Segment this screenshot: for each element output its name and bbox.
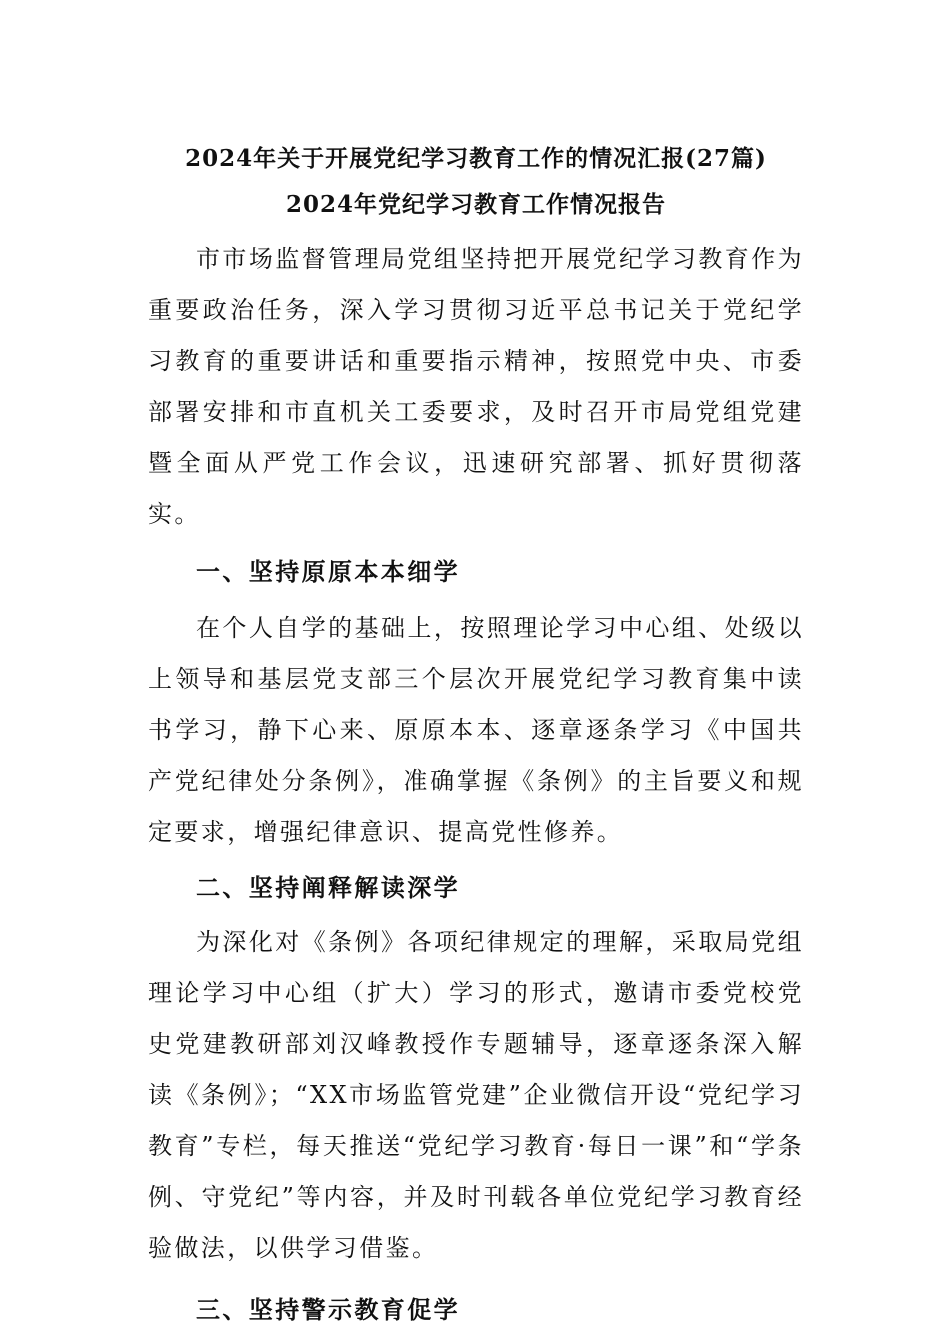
- section-heading-2: 二、坚持阐释解读深学: [196, 873, 460, 902]
- document-subtitle: 2024年党纪学习教育工作情况报告: [285, 191, 666, 218]
- section-heading-3: 三、坚持警示教育促学: [196, 1295, 460, 1324]
- document-title: 2024年关于开展党纪学习教育工作的情况汇报(27篇): [185, 145, 767, 172]
- section-paragraph-1: 在个人自学的基础上，按照理论学习中心组、处级以上领导和基层党支部三个层次开展党纪学习教育集中读书学习，静下心来、原原本本、逐章逐条学习《中国共产党纪律处分条例》，准确掌握《条例》的主旨要义和规定要求，增强纪律意识、提高党性修养。: [148, 614, 804, 846]
- section-heading-1: 一、坚持原原本本细学: [196, 557, 460, 586]
- document-body: [148, 234, 804, 1335]
- intro-paragraph: 市市场监督管理局党组坚持把开展党纪学习教育作为重要政治任务，深入学习贯彻习近平总书记关于党纪学习教育的重要讲话和重要指示精神，按照党中央、市委部署安排和市直机关工委要求，及时召开市局党组党建暨全面从严党工作会议，迅速研究部署、抓好贯彻落实。: [148, 245, 804, 528]
- section-paragraph-2: 为深化对《条例》各项纪律规定的理解，采取局党组理论学习中心组（扩大）学习的形式，邀请市委党校党史党建教研部刘汉峰教授作专题辅导，逐章逐条深入解读《条例》；“XX市场监管党建”企业微信开设“党纪学习教育”专栏，每天推送“党纪学习教育·每日一课”和“学条例、守党纪”等内容，并及时刊载各单位党纪学习教育经验做法，以供学习借鉴。: [148, 928, 804, 1262]
